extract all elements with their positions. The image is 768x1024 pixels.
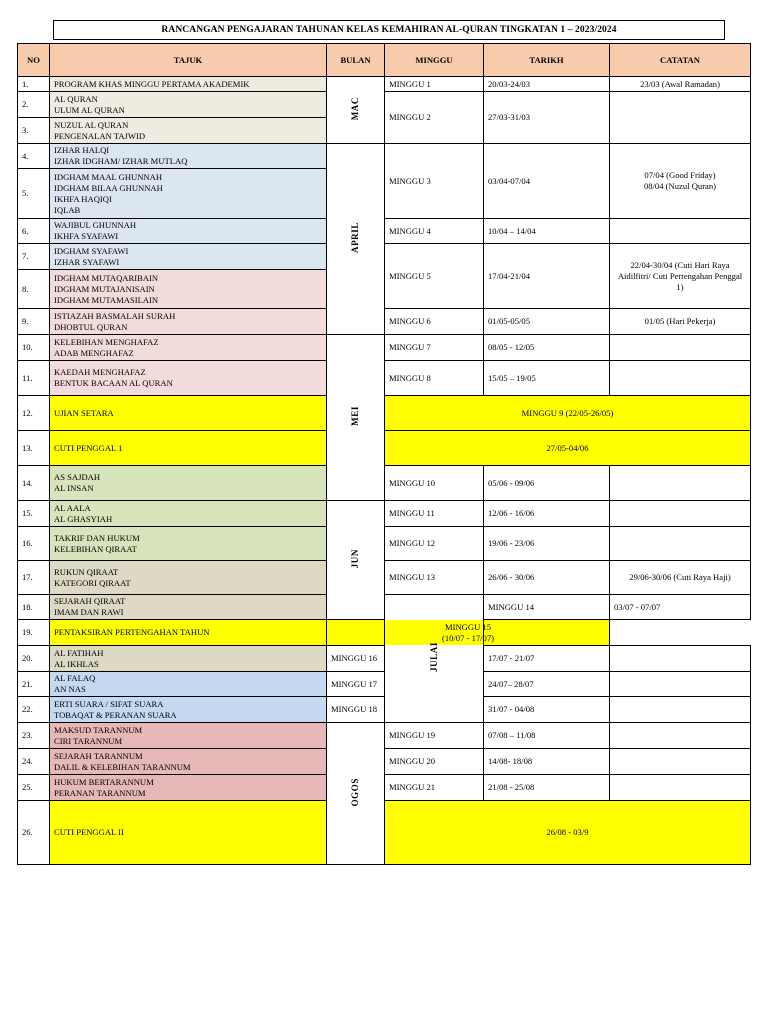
topic-line: CIRI TARANNUM (54, 735, 123, 746)
topic-line: IDGHAM MUTAJANISAIN (54, 283, 155, 294)
row-number: 14. (18, 466, 50, 501)
week-cell: MINGGU 12 (385, 527, 484, 561)
row-number: 9. (18, 309, 50, 335)
note-cell: 22/04-30/04 (Cuti Hari Raya Aidilfitri/ Cuti Pertengahan Penggal 1) (610, 244, 751, 309)
note-cell (610, 361, 751, 396)
week-cell: MINGGU 21 (385, 775, 484, 801)
note-cell (610, 697, 751, 723)
date-cell: 31/07 - 04/08 (484, 697, 610, 723)
topic-line: KATEGORI QIRAAT (54, 577, 131, 588)
date-cell: 03/07 - 07/07 (610, 595, 751, 620)
row-number: 1. (18, 77, 50, 92)
table-row (18, 144, 751, 169)
holiday-span-cell: 26/08 - 03/9 (385, 801, 751, 865)
cell-line: 07/04 (Good Friday) (644, 170, 716, 180)
topic-cell (50, 335, 327, 361)
topic-cell (50, 527, 327, 561)
topic-line: AL INSAN (54, 483, 94, 493)
topic-line: ERTI SUARA / SIFAT SUARA (54, 698, 164, 709)
topic-cell (50, 92, 327, 118)
row-number: 2. (18, 92, 50, 118)
date-cell: 08/05 - 12/05 (484, 335, 610, 361)
cell-line: 08/04 (Nuzul Quran) (643, 181, 717, 191)
row-number: 5. (18, 169, 50, 219)
topic-cell (50, 697, 327, 723)
topic-line: DHOBTUL QURAN (54, 321, 128, 332)
table-row (18, 219, 751, 244)
topic-cell (50, 561, 327, 595)
table-row (18, 672, 751, 697)
row-number: 11. (18, 361, 50, 396)
topic-cell (50, 723, 327, 749)
note-cell (610, 219, 751, 244)
week-cell: MINGGU 10 (385, 466, 484, 501)
table-header-row (18, 44, 751, 77)
date-cell: 01/05-05/05 (484, 309, 610, 335)
date-cell: 17/07 - 21/07 (484, 646, 610, 672)
row-number: 7. (18, 244, 50, 270)
table-row (18, 335, 751, 361)
header-bulan: BULAN (327, 44, 385, 77)
note-cell (610, 646, 751, 672)
topic-cell (50, 77, 327, 92)
month-label: JUN (350, 548, 360, 569)
table-row (18, 431, 751, 466)
note-cell (610, 672, 751, 697)
week-cell: MINGGU 5 (385, 244, 484, 309)
topic-line: DALIL & KELEBIHAN TARANNUM (54, 761, 191, 772)
cell-line: MINGGU 15 (444, 621, 492, 632)
month-label: JULAI (428, 641, 439, 672)
row-number: 6. (18, 219, 50, 244)
note-cell (610, 723, 751, 749)
topic-line: TOBAQAT & PERANAN SUARA (54, 709, 177, 720)
month-mei (327, 335, 385, 501)
table-row (18, 620, 751, 646)
table-row (18, 527, 751, 561)
week-cell: MINGGU 1 (385, 77, 484, 92)
row-number: 4. (18, 144, 50, 169)
row-number: 24. (18, 749, 50, 775)
table-row (18, 723, 751, 749)
note-cell: 23/03 (Awal Ramadan) (610, 77, 751, 92)
topic-line: IDGHAM MAAL GHUNNAH (54, 171, 163, 182)
week-cell: MINGGU 2 (385, 92, 484, 144)
month-label: MAC (350, 96, 360, 121)
topic-line: AN NAS (54, 684, 86, 694)
topic-line: CUTI PENGGAL 1 (54, 442, 123, 453)
table-row (18, 77, 751, 92)
week-cell: MINGGU 13 (385, 561, 484, 595)
topic-line: IZHAR HALQI (54, 145, 110, 155)
week-span-cell (327, 620, 610, 646)
topic-line: IMAM DAN RAWI (54, 607, 124, 617)
row-number: 10. (18, 335, 50, 361)
topic-line: HUKUM BERTARANNUM (54, 776, 154, 787)
topic-line: ADAB MENGHAFAZ (54, 347, 134, 358)
date-cell: 14/08- 18/08 (484, 749, 610, 775)
note-cell (610, 144, 751, 219)
date-cell: 10/04 – 14/04 (484, 219, 610, 244)
topic-line: IZHAR SYAFAWI (54, 256, 120, 267)
topic-line: AL GHASYIAH (54, 513, 113, 524)
topic-line: AL FATIHAH (54, 647, 104, 658)
topic-cell (50, 244, 327, 270)
header-catatan: CATATAN (610, 44, 751, 77)
header-no: NO (18, 44, 50, 77)
date-cell: 07/08 – 11/08 (484, 723, 610, 749)
date-cell: 27/03-31/03 (484, 92, 610, 144)
topic-line: AL QURAN (54, 93, 98, 104)
topic-line: ULUM AL QURAN (54, 104, 125, 115)
month-label: APRIL (350, 221, 360, 253)
topic-cell (50, 144, 327, 169)
topic-line: SEJARAH TARANNUM (54, 750, 143, 761)
row-number: 21. (18, 672, 50, 697)
date-cell: 19/06 - 23/06 (484, 527, 610, 561)
week-cell: MINGGU 7 (385, 335, 484, 361)
date-cell: 21/08 - 25/08 (484, 775, 610, 801)
week-cell: MINGGU 8 (385, 361, 484, 396)
row-number: 12. (18, 396, 50, 431)
row-number: 18. (18, 595, 50, 620)
topic-line: IDGHAM BILAA GHUNNAH (54, 182, 163, 193)
week-span-cell: MINGGU 9 (22/05-26/05) (385, 396, 751, 431)
topic-line: SEJARAH QIRAAT (54, 596, 126, 606)
table-row (18, 697, 751, 723)
note-cell: 01/05 (Hari Pekerja) (610, 309, 751, 335)
topic-line: IKHFA HAQIQI (54, 193, 112, 204)
teaching-plan-table (17, 43, 751, 865)
topic-cell (50, 118, 327, 144)
topic-cell (50, 309, 327, 335)
topic-line: AL FALAQ (54, 673, 96, 683)
topic-line: PENGENALAN TAJWID (54, 130, 146, 141)
topic-line: IDGHAM MUTAMASILAIN (54, 294, 159, 305)
row-number: 8. (18, 270, 50, 309)
topic-line: AL IKHLAS (54, 658, 99, 669)
topic-line: KELEBIHAN MENGHAFAZ (54, 336, 159, 347)
month-ogos (327, 723, 385, 865)
note-cell (610, 775, 751, 801)
topic-line: NUZUL AL QURAN (54, 119, 129, 130)
topic-cell (50, 169, 327, 219)
month-april (327, 144, 385, 335)
table-row (18, 775, 751, 801)
table-row (18, 501, 751, 527)
week-cell: MINGGU 18 (327, 697, 385, 723)
topic-cell (50, 431, 327, 466)
topic-line: PROGRAM KHAS MINGGU PERTAMA AKADEMIK (54, 78, 250, 89)
topic-line: AL AALA (54, 502, 91, 513)
row-number: 19. (18, 620, 50, 646)
table-row (18, 466, 751, 501)
note-cell (610, 466, 751, 501)
row-number: 23. (18, 723, 50, 749)
week-cell: MINGGU 3 (385, 144, 484, 219)
row-number: 17. (18, 561, 50, 595)
table-row (18, 361, 751, 396)
row-number: 20. (18, 646, 50, 672)
week-cell: MINGGU 6 (385, 309, 484, 335)
week-cell: MINGGU 20 (385, 749, 484, 775)
date-cell: 20/03-24/03 (484, 77, 610, 92)
row-number: 25. (18, 775, 50, 801)
topic-cell (50, 501, 327, 527)
topic-line: BENTUK BACAAN AL QURAN (54, 378, 173, 388)
month-julai (385, 595, 484, 723)
header-tajuk: TAJUK (50, 44, 327, 77)
row-number: 13. (18, 431, 50, 466)
cell-line: (10/07 - 17/07) (441, 632, 495, 643)
topic-line: CUTI PENGGAL II (54, 827, 124, 837)
topic-line: AS SAJDAH (54, 472, 101, 482)
header-minggu: MINGGU (385, 44, 484, 77)
topic-line: IDGHAM SYAFAWI (54, 245, 129, 256)
table-row (18, 646, 751, 672)
note-cell (610, 527, 751, 561)
topic-line: UJIAN SETARA (54, 407, 114, 418)
topic-cell (50, 270, 327, 309)
topic-cell (50, 801, 327, 865)
table-row (18, 309, 751, 335)
month-label: OGOS (350, 777, 360, 807)
date-cell: 03/04-07/04 (484, 144, 610, 219)
row-number: 22. (18, 697, 50, 723)
week-cell: MINGGU 17 (327, 672, 385, 697)
date-cell: 12/06 - 16/06 (484, 501, 610, 527)
note-cell (610, 335, 751, 361)
topic-line: ISTIAZAH BASMALAH SURAH (54, 310, 176, 321)
topic-line: PENTAKSIRAN PERTENGAHAN TAHUN (54, 627, 210, 637)
row-number: 15. (18, 501, 50, 527)
week-cell: MINGGU 14 (484, 595, 610, 620)
table-row (18, 92, 751, 118)
month-mac (327, 77, 385, 144)
topic-line: PERANAN TARANNUM (54, 787, 146, 798)
topic-cell (50, 672, 327, 697)
topic-line: IDGHAM MUTAQARIBAIN (54, 272, 159, 283)
topic-line: IQLAB (54, 204, 81, 215)
table-row (18, 749, 751, 775)
table-row (18, 595, 751, 620)
row-number: 26. (18, 801, 50, 865)
topic-cell (50, 219, 327, 244)
topic-line: WAJIBUL GHUNNAH (54, 220, 137, 230)
table-row (18, 801, 751, 865)
date-cell: 15/05 – 19/05 (484, 361, 610, 396)
date-cell: 26/06 - 30/06 (484, 561, 610, 595)
date-cell: 05/06 - 09/06 (484, 466, 610, 501)
topic-line: TAKRIF DAN HUKUM (54, 532, 140, 543)
month-jun (327, 501, 385, 620)
table-row (18, 561, 751, 595)
week-cell: MINGGU 19 (385, 723, 484, 749)
topic-cell (50, 361, 327, 396)
topic-cell (50, 749, 327, 775)
topic-cell (50, 775, 327, 801)
date-cell: 17/04-21/04 (484, 244, 610, 309)
week-cell: MINGGU 4 (385, 219, 484, 244)
note-cell (610, 501, 751, 527)
topic-cell (50, 620, 327, 646)
topic-line: KELEBIHAN QIRAAT (54, 543, 137, 554)
topic-line: KAEDAH MENGHAFAZ (54, 367, 146, 377)
date-cell: 24/07– 28/07 (484, 672, 610, 697)
table-row (18, 396, 751, 431)
row-number: 3. (18, 118, 50, 144)
topic-cell (50, 595, 327, 620)
week-cell: MINGGU 16 (327, 646, 385, 672)
document-title: RANCANGAN PENGAJARAN TAHUNAN KELAS KEMAHIRAN AL-QURAN TINGKATAN 1 – 2023/2024 (53, 20, 725, 40)
week-cell: MINGGU 11 (385, 501, 484, 527)
month-label: MEI (350, 406, 360, 426)
topic-cell (50, 466, 327, 501)
topic-line: RUKUN QIRAAT (54, 566, 119, 577)
topic-line: MAKSUD TARANNUM (54, 724, 143, 735)
note-cell (610, 749, 751, 775)
topic-line: IZHAR IDGHAM/ IZHAR MUTLAQ (54, 156, 188, 166)
note-cell: 29/06-30/06 (Cuti Raya Haji) (610, 561, 751, 595)
row-number: 16. (18, 527, 50, 561)
table-row (18, 244, 751, 270)
note-cell (610, 92, 751, 144)
holiday-span-cell: 27/05-04/06 (385, 431, 751, 466)
topic-line: IKHFA SYAFAWI (54, 231, 119, 241)
topic-cell (50, 646, 327, 672)
topic-cell (50, 396, 327, 431)
header-tarikh: TARIKH (484, 44, 610, 77)
